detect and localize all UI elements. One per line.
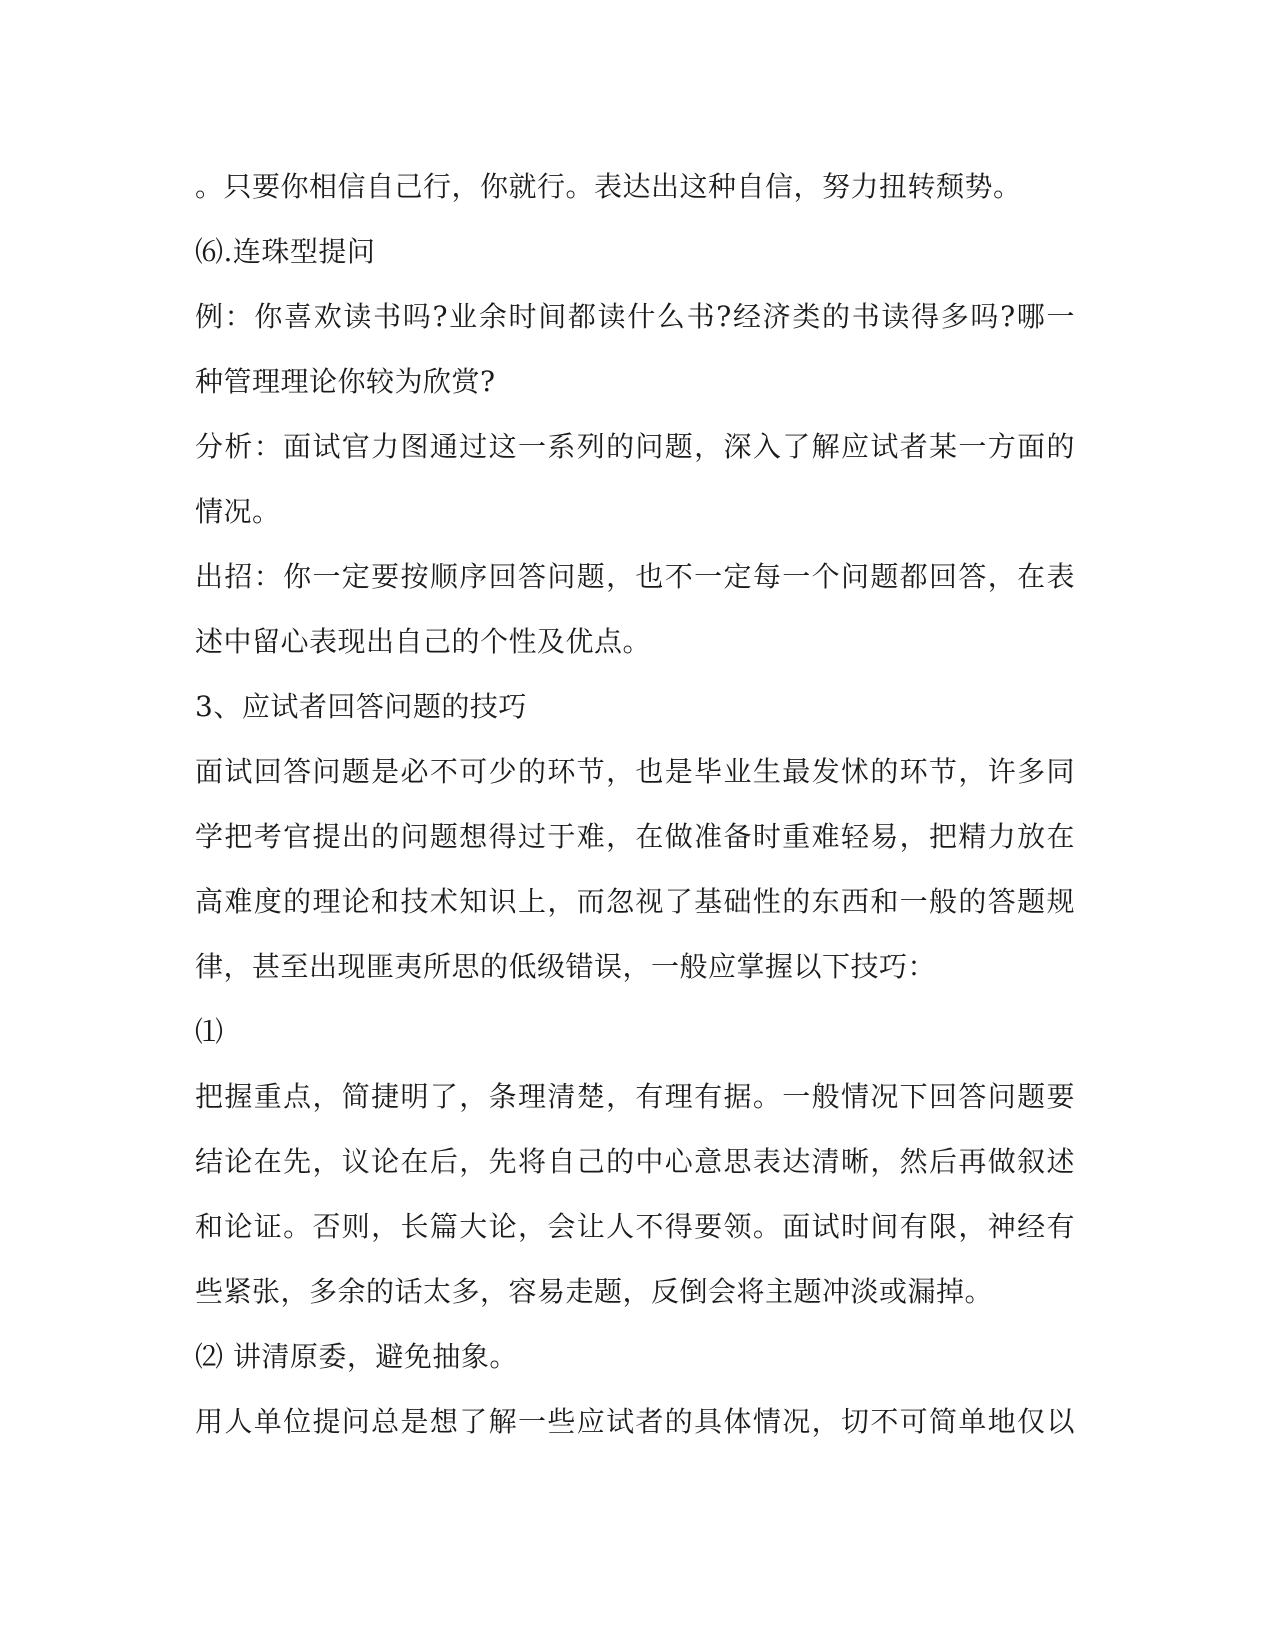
text-line: 种管理理论你较为欣赏? — [195, 365, 496, 398]
section-heading: ⑹.连珠型提问 — [195, 235, 376, 268]
text-line: 例：你喜欢读书吗?业余时间都读什么书?经济类的书读得多吗?哪一 — [195, 300, 1075, 333]
text-line: 些紧张，多余的话太多，容易走题，反倒会将主题冲淡或漏掉。 — [195, 1275, 994, 1308]
text-line: 用人单位提问总是想了解一些应试者的具体情况，切不可简单地仅以 — [195, 1405, 1075, 1438]
text-line: 律，甚至出现匪夷所思的低级错误，一般应掌握以下技巧： — [195, 950, 937, 983]
section-heading: ⑵ 讲清原委，避免抽象。 — [195, 1340, 518, 1373]
text-line: 结论在先，议论在后，先将自己的中心意思表达清晰，然后再做叙述 — [195, 1145, 1075, 1178]
list-marker: ⑴ — [195, 1015, 224, 1048]
text-line: 情况。 — [195, 495, 281, 528]
text-line: 高难度的理论和技术知识上，而忽视了基础性的东西和一般的答题规 — [195, 885, 1075, 918]
body-text — [195, 161, 1075, 1461]
text-line: 出招：你一定要按顺序回答问题，也不一定每一个问题都回答，在表 — [195, 560, 1075, 593]
text-line: 述中留心表现出自己的个性及优点。 — [195, 625, 652, 658]
text-line: 。只要你相信自己行，你就行。表达出这种自信，努力扭转颓势。 — [195, 170, 1022, 203]
text-line: 面试回答问题是必不可少的环节，也是毕业生最发怵的环节，许多同 — [195, 755, 1075, 788]
text-line: 分析：面试官力图通过这一系列的问题，深入了解应试者某一方面的 — [195, 430, 1075, 463]
text-line: 把握重点，简捷明了，条理清楚，有理有据。一般情况下回答问题要 — [195, 1080, 1075, 1113]
section-heading: 3、应试者回答问题的技巧 — [195, 690, 527, 723]
text-line: 学把考官提出的问题想得过于难，在做准备时重难轻易，把精力放在 — [195, 820, 1075, 853]
text-line: 和论证。否则，长篇大论，会让人不得要领。面试时间有限，神经有 — [195, 1210, 1075, 1243]
